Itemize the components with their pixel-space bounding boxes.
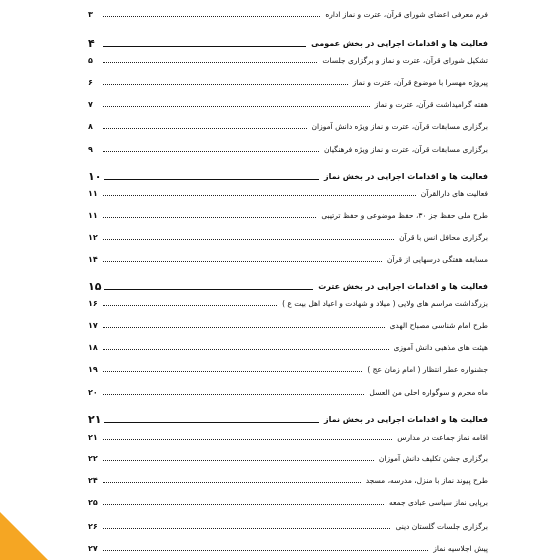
toc-entry-title: فعالیت ها و اقدامات اجرایی در بخش نماز: [324, 172, 488, 181]
toc-page-number: ۲۶: [88, 522, 98, 531]
toc-page-number: ۲۰: [88, 388, 98, 397]
toc-entry[interactable]: [88, 139, 488, 155]
toc-leader-line: [103, 305, 277, 306]
toc-page-number: ۱۷: [88, 321, 98, 330]
toc-page-number: ۱۰: [88, 170, 102, 183]
toc-entry[interactable]: [88, 448, 488, 464]
toc-page-number: ۳: [88, 10, 93, 19]
toc-page-number: ۲۲: [88, 454, 98, 463]
toc-entry-title: فعالیت های دارالقرآن: [420, 189, 488, 198]
toc-section-heading[interactable]: [88, 33, 488, 49]
corner-decoration: [0, 512, 48, 560]
toc-page-number: ۲۷: [88, 544, 98, 553]
toc-leader-line: [103, 460, 374, 461]
toc-leader-line: [103, 84, 348, 85]
toc-entry-title: طرح ملی حفظ جز ۳۰، حفظ موضوعی و حفظ ترتیبی: [321, 211, 488, 220]
toc-entry[interactable]: [88, 249, 488, 265]
toc-page-number: ۱۵: [88, 280, 102, 293]
toc-leader-line: [103, 504, 384, 505]
toc-leader-line: [103, 195, 416, 196]
toc-entry-title: فعالیت ها و اقدامات اجرایی در بخش عترت: [318, 282, 488, 291]
toc-page-number: ۹: [88, 145, 93, 154]
toc-entry[interactable]: [88, 50, 488, 66]
toc-leader-line: [103, 550, 428, 551]
toc-leader-line: [103, 371, 362, 372]
toc-entry-title: طرح امام شناسی مصباح الهدی: [389, 321, 488, 330]
toc-page-number: ۶: [88, 78, 93, 87]
toc-page-number: ۲۴: [88, 476, 98, 485]
toc-page-number: ۷: [88, 100, 93, 109]
toc-entry[interactable]: [88, 516, 488, 532]
toc-page-number: ۸: [88, 122, 93, 131]
toc-entry-title: برگزاری مسابقات قرآن، عترت و نماز ویژه دانش آموزان: [311, 122, 488, 131]
toc-entry-title: برگزاری جلسات گلستان دینی: [395, 522, 488, 531]
toc-entry[interactable]: [88, 427, 488, 443]
toc-leader-line: [104, 289, 313, 290]
toc-leader-line: [103, 16, 320, 17]
toc-page-number: ۱۶: [88, 299, 98, 308]
toc-page-number: ۵: [88, 56, 93, 65]
toc-leader-line: [103, 482, 361, 483]
toc-page-number: ۱۹: [88, 365, 98, 374]
toc-page-number: ۱۴: [88, 255, 98, 264]
toc-entry-title: پیروژه مهسرا با موضوع قرآن، عترت و نماز: [352, 78, 488, 87]
toc-entry-title: فعالیت ها و اقدامات اجرایی در بخش نماز: [324, 415, 488, 424]
toc-leader-line: [103, 239, 394, 240]
toc-entry[interactable]: [88, 538, 488, 554]
toc-leader-line: [103, 394, 364, 395]
toc-page-number: ۱۱: [88, 211, 98, 220]
toc-entry[interactable]: [88, 293, 488, 309]
toc-entry[interactable]: [88, 470, 488, 486]
toc-entry-title: پیش اجلاسیه نماز: [433, 544, 488, 553]
toc-leader-line: [103, 528, 390, 529]
toc-entry-title: برگزاری جشن تکلیف دانش آموزان: [378, 454, 488, 463]
toc-entry-title: ماه محرم و سوگواره احلی من العسل: [369, 388, 488, 397]
toc-entry-title: بزرگداشت مراسم های ولایی ( میلاد و شهادت و اعیاد اهل بیت ع ): [282, 299, 488, 308]
toc-entry[interactable]: [88, 492, 488, 508]
toc-entry[interactable]: [88, 116, 488, 132]
toc-entry-title: تشکیل شورای قرآن، عترت و نماز و برگزاری جلسات: [322, 56, 488, 65]
toc-leader-line: [103, 62, 317, 63]
toc-entry[interactable]: [88, 183, 488, 199]
toc-leader-line: [103, 261, 382, 262]
toc-entry[interactable]: [88, 227, 488, 243]
toc-entry[interactable]: [88, 205, 488, 221]
toc-section-heading[interactable]: [88, 409, 488, 425]
toc-leader-line: [104, 422, 319, 423]
toc-page-number: ۲۵: [88, 498, 98, 507]
toc-leader-line: [103, 106, 370, 107]
toc-entry-title: طرح پیوند نماز با منزل، مدرسه، مسجد: [365, 476, 488, 485]
toc-entry-title: برپایی نماز سیاسی عبادی جمعه: [388, 498, 488, 507]
toc-entry[interactable]: [88, 337, 488, 353]
toc-entry-title: هیئت های مذهبی دانش آموزی: [393, 343, 488, 352]
toc-leader-line: [103, 128, 307, 129]
toc-page-number: ۲۱: [88, 433, 98, 442]
toc-leader-line: [103, 151, 319, 152]
toc-entry-title: هفته گرامیداشت قرآن، عترت و نماز: [374, 100, 488, 109]
toc-page-number: ۴: [88, 37, 95, 50]
toc-entry-title: فرم معرفی اعضای شورای قرآن، عترت و نماز اداره: [325, 10, 488, 19]
toc-leader-line: [103, 327, 385, 328]
toc-entry-title: برگزاری مسابقات قرآن، عترت و نماز ویژه فرهنگیان: [324, 145, 488, 154]
toc-leader-line: [103, 46, 306, 47]
toc-leader-line: [103, 439, 392, 440]
toc-page-number: ۱۸: [88, 343, 98, 352]
toc-entry-title: برگزاری محافل انس با قرآن: [399, 233, 488, 242]
toc-entry[interactable]: [88, 4, 488, 20]
toc-leader-line: [103, 217, 316, 218]
toc-entry-title: فعالیت ها و اقدامات اجرایی در بخش عمومی: [311, 39, 488, 48]
toc-entry-title: اقامه نماز جماعت در مدارس: [397, 433, 488, 442]
toc-section-heading[interactable]: [88, 276, 488, 292]
toc-entry[interactable]: [88, 94, 488, 110]
toc-section-heading[interactable]: [88, 166, 488, 182]
toc-entry[interactable]: [88, 315, 488, 331]
toc-entry[interactable]: [88, 382, 488, 398]
toc-entry[interactable]: [88, 359, 488, 375]
toc-entry-title: جشنواره عطر انتظار ( امام زمان عج ): [367, 365, 488, 374]
toc-page-number: ۱۱: [88, 189, 98, 198]
toc-leader-line: [103, 349, 389, 350]
toc-entry[interactable]: [88, 72, 488, 88]
toc-leader-line: [104, 179, 319, 180]
toc-entry-title: مسابقه هفتگی درسهایی از قرآن: [386, 255, 488, 264]
toc-page-number: ۲۱: [88, 413, 102, 426]
toc-page-number: ۱۲: [88, 233, 98, 242]
